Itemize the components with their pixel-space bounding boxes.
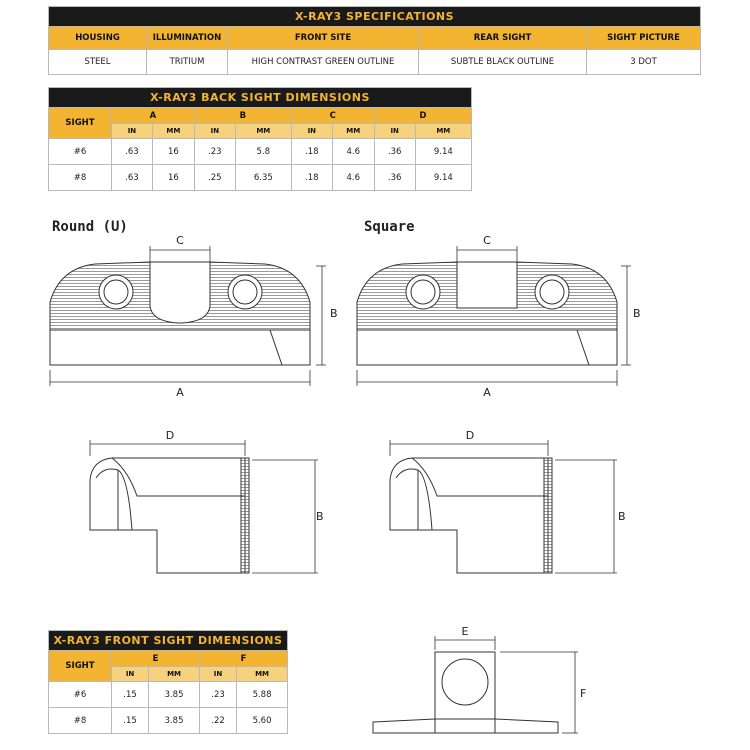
square-side-profile-drawing xyxy=(390,458,552,573)
c-mm: 4.6 xyxy=(332,139,374,165)
unit-in: IN xyxy=(374,124,415,139)
b-mm: 5.8 xyxy=(235,139,291,165)
header-front-site: FRONT SITE xyxy=(228,27,419,50)
round-label-b: B xyxy=(330,307,338,320)
right-profile-label-b: B xyxy=(618,510,626,523)
a-in: .63 xyxy=(112,139,153,165)
square-label-b: B xyxy=(633,307,641,320)
round-label-a: A xyxy=(176,386,184,399)
e-mm: 3.85 xyxy=(149,708,200,734)
value-front-site: HIGH CONTRAST GREEN OUTLINE xyxy=(228,50,419,75)
sight-number: #6 xyxy=(49,139,112,165)
unit-mm: MM xyxy=(235,124,291,139)
group-b-header: B xyxy=(194,108,291,124)
round-caption: Round (U) xyxy=(52,219,128,235)
d-in: .36 xyxy=(374,139,415,165)
c-mm: 4.6 xyxy=(332,165,374,191)
c-in: .18 xyxy=(291,165,332,191)
e-in: .15 xyxy=(112,708,149,734)
sight-number: #6 xyxy=(49,682,112,708)
front-label-e: E xyxy=(461,625,469,638)
group-c-header: C xyxy=(291,108,374,124)
group-a-header: A xyxy=(112,108,195,124)
f-in: .23 xyxy=(199,682,236,708)
b-in: .23 xyxy=(194,139,235,165)
d-mm: 9.14 xyxy=(415,165,471,191)
value-housing: STEEL xyxy=(49,50,147,75)
group-f-header: F xyxy=(199,651,287,667)
unit-in: IN xyxy=(291,124,332,139)
square-caption: Square xyxy=(364,219,415,235)
e-mm: 3.85 xyxy=(149,682,200,708)
d-mm: 9.14 xyxy=(415,139,471,165)
square-label-c: C xyxy=(483,234,491,247)
unit-mm: MM xyxy=(149,667,200,682)
square-rear-sight-drawing xyxy=(357,262,617,365)
back-sight-label: SIGHT xyxy=(49,108,112,139)
header-housing: HOUSING xyxy=(49,27,147,50)
e-in: .15 xyxy=(112,682,149,708)
left-profile-label-b: B xyxy=(316,510,324,523)
header-sight-picture: SIGHT PICTURE xyxy=(587,27,701,50)
back-sight-title: X-RAY3 BACK SIGHT DIMENSIONS xyxy=(49,88,472,108)
group-d-header: D xyxy=(374,108,471,124)
unit-mm: MM xyxy=(332,124,374,139)
f-in: .22 xyxy=(199,708,236,734)
unit-in: IN xyxy=(112,667,149,682)
value-rear-sight: SUBTLE BLACK OUTLINE xyxy=(419,50,587,75)
b-mm: 6.35 xyxy=(235,165,291,191)
unit-mm: MM xyxy=(415,124,471,139)
front-label-f: F xyxy=(580,687,587,700)
square-label-a: A xyxy=(483,386,491,399)
unit-in: IN xyxy=(199,667,236,682)
c-in: .18 xyxy=(291,139,332,165)
sight-number: #8 xyxy=(49,165,112,191)
unit-mm: MM xyxy=(152,124,194,139)
f-mm: 5.88 xyxy=(237,682,288,708)
value-sight-picture: 3 DOT xyxy=(587,50,701,75)
a-mm: 16 xyxy=(152,139,194,165)
b-in: .25 xyxy=(194,165,235,191)
sight-number: #8 xyxy=(49,708,112,734)
value-illumination: TRITIUM xyxy=(147,50,228,75)
round-rear-sight-drawing xyxy=(50,262,310,365)
round-side-profile-drawing xyxy=(90,458,249,573)
unit-in: IN xyxy=(112,124,153,139)
unit-in: IN xyxy=(194,124,235,139)
front-sight-label: SIGHT xyxy=(49,651,112,682)
front-sight-title: X-RAY3 FRONT SIGHT DIMENSIONS xyxy=(49,631,288,651)
d-in: .36 xyxy=(374,165,415,191)
specifications-title: X-RAY3 SPECIFICATIONS xyxy=(49,7,701,27)
header-rear-sight: REAR SIGHT xyxy=(419,27,587,50)
unit-mm: MM xyxy=(237,667,288,682)
round-label-c: C xyxy=(176,234,184,247)
header-illumination: ILLUMINATION xyxy=(147,27,228,50)
front-sight-drawing xyxy=(373,652,558,733)
group-e-header: E xyxy=(112,651,200,667)
a-mm: 16 xyxy=(152,165,194,191)
right-profile-label-d: D xyxy=(465,429,475,442)
a-in: .63 xyxy=(112,165,153,191)
left-profile-label-d: D xyxy=(165,429,175,442)
f-mm: 5.60 xyxy=(237,708,288,734)
